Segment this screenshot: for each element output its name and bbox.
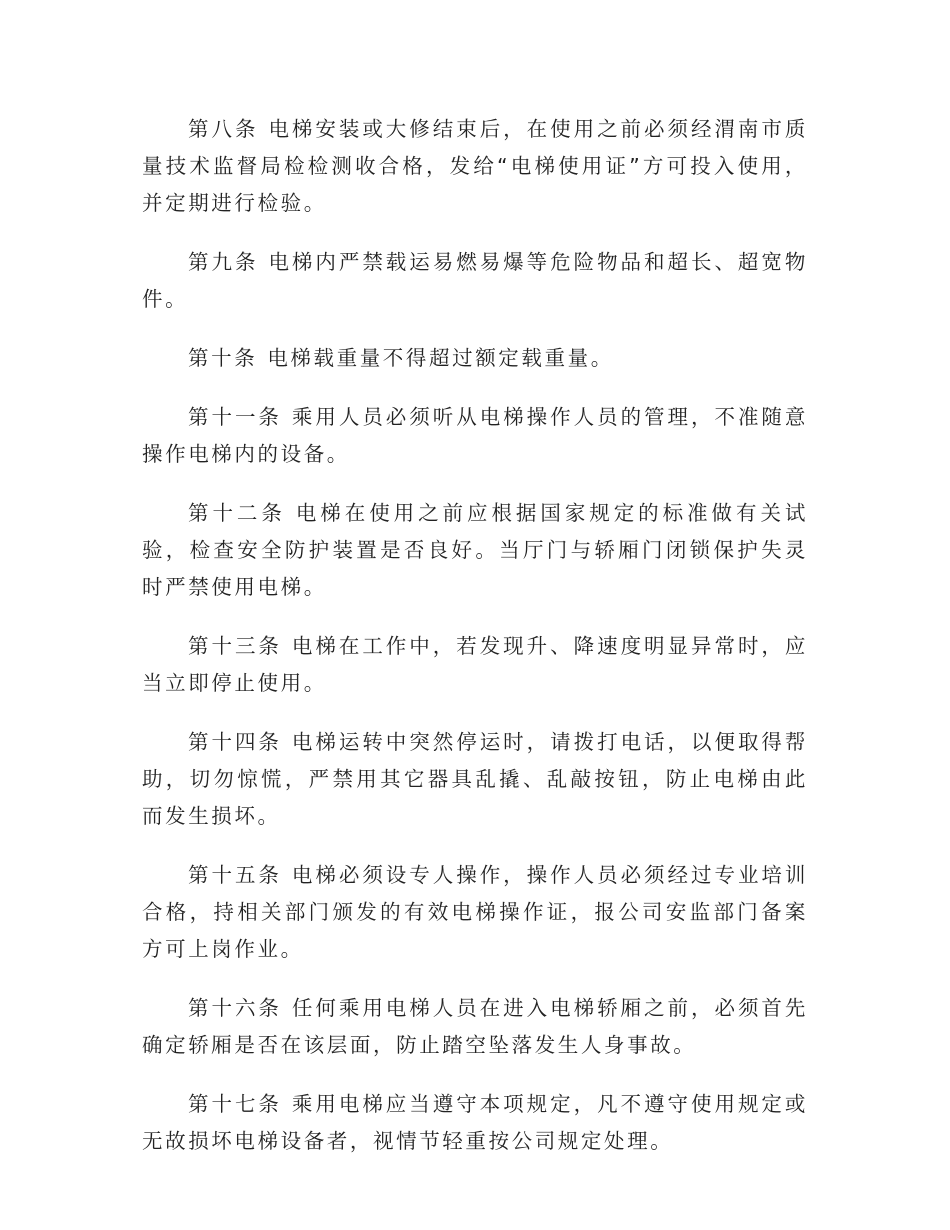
article-number: 第九条 [188,250,259,274]
article-number: 第八条 [188,117,259,141]
article-11 [142,399,808,473]
article-9 [142,244,808,318]
article-8 [142,111,808,222]
article-13 [142,628,808,702]
article-number: 第十六条 [188,996,282,1020]
article-text: 电梯运转中突然停运时，请拨打电话，以便取得帮助，切勿惊慌，严禁用其它器具乱撬、乱敲按钮，防止电梯由此而发生损坏。 [142,730,808,828]
article-15 [142,857,808,968]
article-text: 乘用人员必须听从电梯操作人员的管理，不准随意操作电梯内的设备。 [142,405,808,466]
article-10 [142,340,808,377]
article-12 [142,495,808,606]
article-text: 任何乘用电梯人员在进入电梯轿厢之前，必须首先确定轿厢是否在该层面，防止踏空坠落发生人身事故。 [142,996,808,1057]
article-number: 第十三条 [188,634,282,658]
article-text: 乘用电梯应当遵守本项规定，凡不遵守使用规定或无故损坏电梯设备者，视情节轻重按公司规定处理。 [142,1092,808,1153]
document-body [142,111,808,1182]
article-number: 第十二条 [188,501,286,525]
article-text: 电梯安装或大修结束后，在使用之前必须经渭南市质量技术监督局检检测收合格，发给“电梯使用证”方可投入使用，并定期进行检验。 [142,117,808,215]
article-number: 第十五条 [188,863,282,887]
article-14 [142,724,808,835]
article-17 [142,1086,808,1160]
article-text: 电梯内严禁载运易燃易爆等危险物品和超长、超宽物件。 [142,250,808,311]
article-number: 第十一条 [188,405,282,429]
article-text: 电梯必须设专人操作，操作人员必须经过专业培训合格，持相关部门颁发的有效电梯操作证，报公司安监部门备案方可上岗作业。 [142,863,808,961]
article-text: 电梯在使用之前应根据国家规定的标准做有关试验，检查安全防护装置是否良好。当厅门与轿厢门闭锁保护失灵时严禁使用电梯。 [142,501,808,599]
article-number: 第十条 [188,346,258,370]
article-number: 第十七条 [188,1092,282,1116]
article-number: 第十四条 [188,730,282,754]
article-text: 电梯在工作中，若发现升、降速度明显异常时，应当立即停止使用。 [142,634,808,695]
article-text: 电梯载重量不得超过额定载重量。 [267,346,614,370]
article-16 [142,990,808,1064]
